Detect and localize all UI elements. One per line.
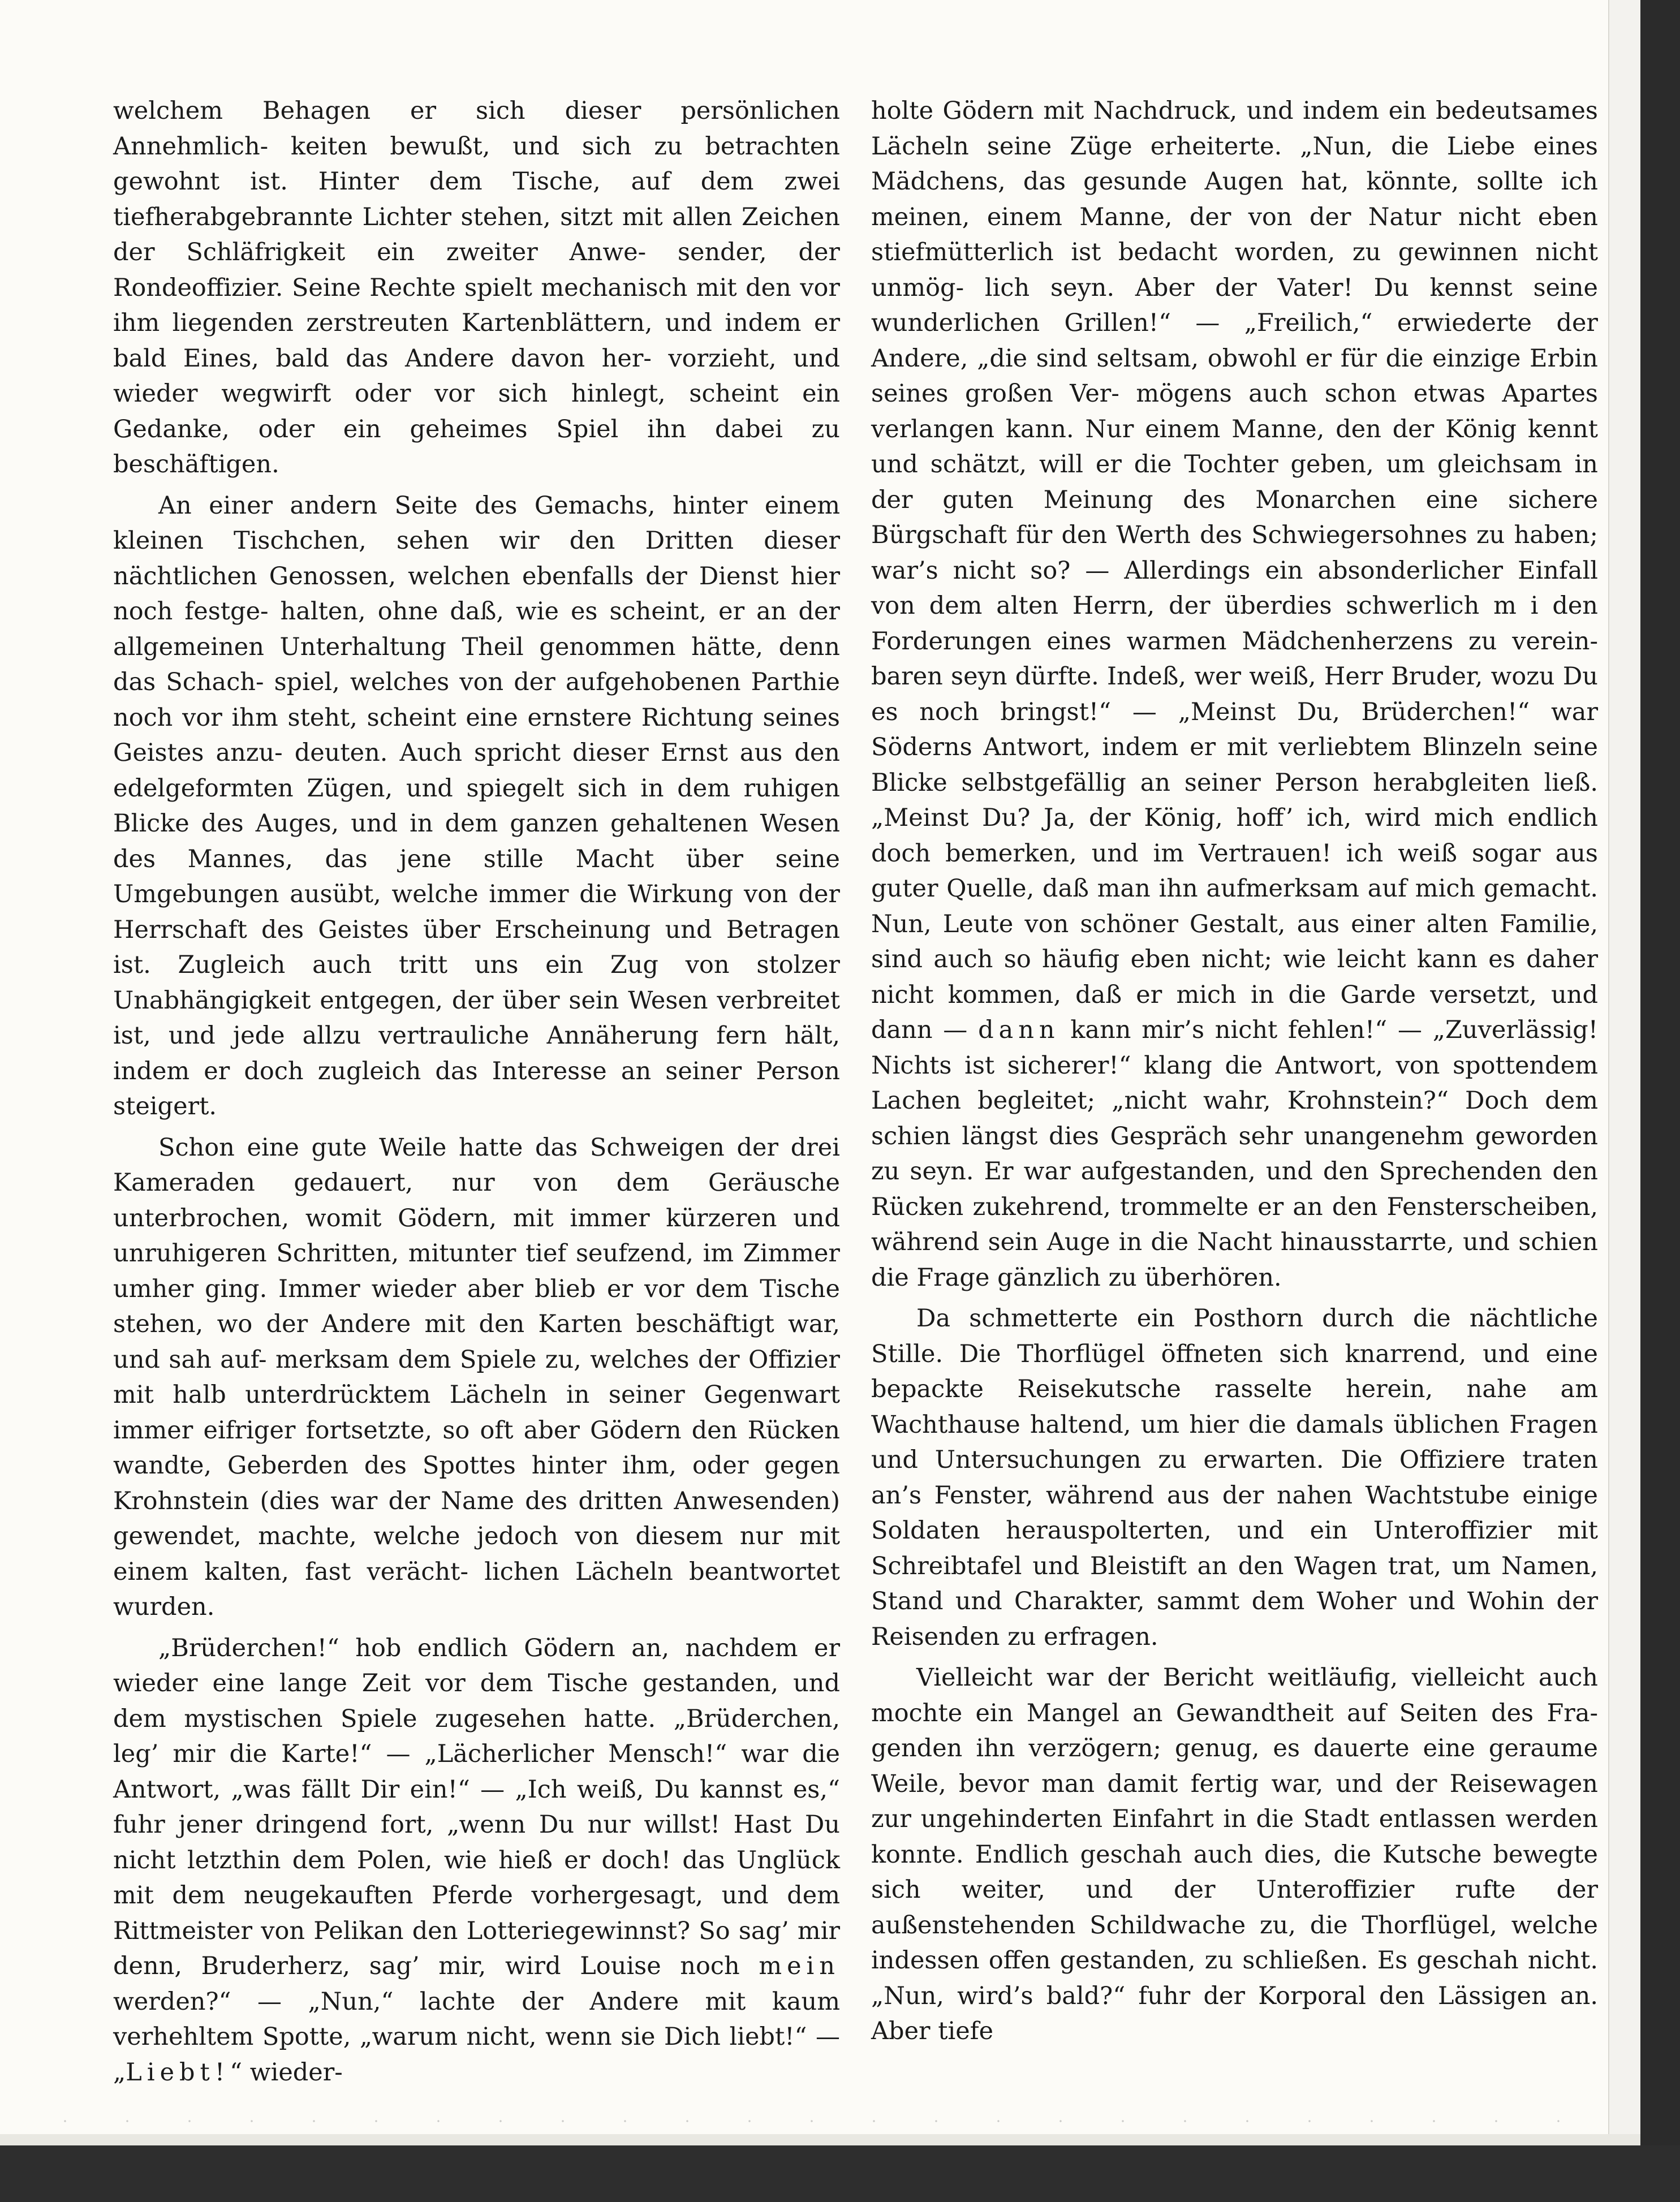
paragraph: Da schmetterte ein Posthorn durch die nächtliche Stille. Die Thorflügel öffneten sich knarrend, und eine bepackte Reisekutsche rasselte herein, nahe am Wachthause haltend, um hier die damals üblichen Fragen und Untersuchungen zu erwarten. Die Offiziere traten an’s Fenster, während aus der nahen Wachtstube einige Soldaten herauspolterten, und ein Unteroffizier mit Schreibtafel und Bleistift an den Wagen trat, um Namen, Stand und Charakter, sammt dem Woher und Wohin der Reisenden zu erfragen. (871, 1304, 1598, 1651)
emphasized-word: dann (978, 1016, 1060, 1044)
right-column (871, 93, 1598, 2055)
scan-border-bottom (0, 2145, 1680, 2202)
text-run: kann mir’s nicht fehlen!“ — „Zuverlässig! Nichts ist sicherer!“ klang die Antwort, von spottendem Lachen begleitet; „nicht wahr, Krohnstein?“ Doch dem schien längst dies Gespräch sehr unangenehm geworden zu seyn. Er war aufgestanden, und den Sprechenden den Rücken zukehrend, trommelte er an den Fensterscheiben, während sein Auge in die Nacht hinausstarrte, und schien die Frage gänzlich zu überhören. (871, 1016, 1598, 1292)
left-column (113, 93, 840, 2096)
emphasized-word: mein (759, 1952, 840, 1980)
paragraph (871, 93, 1598, 1295)
text-run: holte Gödern mit Nachdruck, und indem ein bedeutsames Lächeln seine Züge erheiterte. „Nun, die Liebe eines Mädchens, das gesunde Augen hat, könnte, sollte ich meinen, einem Manne, der von der Natur nicht eben stiefmütterlich ist bedacht worden, zu gewinnen nicht unmög- lich seyn. Aber der Vater! Du kennst seine wunderlichen Grillen!“ — „Freilich,“ erwiederte der Andere, „die sind seltsam, obwohl er für die einzige Erbin seines großen Ver- mögens auch schon etwas Apartes verlangen kann. Nur einem Manne, den der König kennt und schätzt, will er die Tochter geben, um gleichsam in der guten Meinung des Monarchen eine sichere Bürgschaft für den Werth des Schwiegersohnes zu haben; war’s nicht so? — Allerdings ein absonderlicher Einfall von dem alten Herrn, der überdies schwerlich m i den Forderungen eines warmen Mädchenherzens zu verein- baren seyn dürfte. Indeß, wer weiß, Herr Bruder, wozu Du es noch bringst!“ — „Meinst Du, Brüderchen!“ war Söderns Antwort, indem er mit verliebtem Blinzeln seine Blicke selbstgefällig an seiner Person herabgleiten ließ. „Meinst Du? Ja, der König, hoff’ ich, wird mich endlich doch bemerken, und im Vertrauen! ich weiß sogar aus guter Quelle, daß man ihn aufmerksam auf mich gemacht. Nun, Leute von schöner Gestalt, aus einer alten Familie, sind auch so häufig eben nicht; wie leicht kann es daher nicht kommen, daß er mich in die Garde versetzt, und dann — (871, 97, 1598, 1044)
paragraph (113, 1631, 840, 2091)
page-edge-shadow (1608, 0, 1640, 2202)
paragraph: An einer andern Seite des Gemachs, hinter einem kleinen Tischchen, sehen wir den Dritten dieser nächtlichen Genossen, welchen ebenfalls der Dienst hier noch festge- halten, ohne daß, wie es scheint, er an der allgemeinen Unterhaltung Theil genommen hätte, denn das Schach- spiel, welches von der aufgehobenen Parthie noch vor ihm steht, scheint eine ernstere Richtung seines Geistes anzu- deuten. Auch spricht dieser Ernst aus den edelgeformten Zügen, und spiegelt sich in dem ruhigen Blicke des Auges, und in dem ganzen gehaltenen Wesen des Mannes, das jene stille Macht über seine Umgebungen ausübt, welche immer die Wirkung von der Herrschaft des Geistes über Erscheinung und Betragen ist. Zugleich auch tritt uns ein Zug von stolzer Unabhängigkeit entgegen, der über sein Wesen verbreitet ist, und jede allzu vertrauliche Annäherung fern hält, indem er doch zugleich das Interesse an seiner Person steigert. (113, 491, 840, 1121)
paragraph: Schon eine gute Weile hatte das Schweigen der drei Kameraden gedauert, nur von dem Geräusche unterbrochen, womit Gödern, mit immer kürzeren und unruhigeren Schritten, mitunter tief seufzend, im Zimmer umher ging. Immer wieder aber blieb er vor dem Tische stehen, wo der Andere mit den Karten beschäftigt war, und sah auf- merksam dem Spiele zu, welches der Offizier mit halb unterdrücktem Lächeln in seiner Gegenwart immer eifriger fortsetzte, so oft aber Gödern den Rücken wandte, Geberden des Spottes hinter ihm, oder gegen Krohnstein (dies war der Name des dritten Anwesenden) gewendet, machte, welche jedoch von diesem nur mit einem kalten, fast verächt- lichen Lächeln beantwortet wurden. (113, 1133, 840, 1621)
scan-specks (34, 2119, 1618, 2123)
emphasized-word: Liebt! (126, 2058, 230, 2087)
text-run: werden?“ — „Nun,“ lachte der Andere mit kaum verhehltem Spotte, „warum nicht, wenn sie Dich liebt!“ — „ (113, 1987, 840, 2087)
paragraph: welchem Behagen er sich dieser persönlichen Annehmlich- keiten bewußt, und sich zu betrachten gewohnt ist. Hinter dem Tische, auf dem zwei tiefherabgebrannte Lichter stehen, sitzt mit allen Zeichen der Schläfrigkeit ein zweiter Anwe- sender, der Rondeoffizier. Seine Rechte spielt mechanisch mit den vor ihm liegenden zerstreuten Kartenblättern, und indem er bald Eines, bald das Andere davon her- vorzieht, und wieder wegwirft oder vor sich hinlegt, scheint ein Gedanke, oder ein geheimes Spiel ihn dabei zu beschäftigen. (113, 97, 840, 479)
paragraph: Vielleicht war der Bericht weitläufig, vielleicht auch mochte ein Mangel an Gewandtheit auf Seiten des Fra- genden ihn verzögern; genug, es dauerte eine geraume Weile, bevor man damit fertig war, und der Reisewagen zur ungehinderten Einfahrt in die Stadt entlassen werden konnte. Endlich geschah auch dies, die Kutsche bewegte sich weiter, und der Unteroffizier rufte der außenstehenden Schildwache zu, die Thorflügel, welche indessen offen gestanden, zu schließen. Es geschah nicht. „Nun, wird’s bald?“ fuhr der Korporal den Lässigen an. Aber tiefe (871, 1664, 1598, 2045)
text-run: „Brüderchen!“ hob endlich Gödern an, nachdem er wieder eine lange Zeit vor dem Tische gestanden, und dem mystischen Spiele zugesehen hatte. „Brüderchen, leg’ mir die Karte!“ — „Lächerlicher Mensch!“ war die Antwort, „was fällt Dir ein!“ — „Ich weiß, Du kannst es,“ fuhr jener dringend fort, „wenn Du nur willst! Hast Du nicht letzthin dem Polen, wie hieß er doch! das Unglück mit dem neugekauften Pferde vorhergesagt, und dem Rittmeister von Pelikan den Lotteriegewinnst? So sag’ mir denn, Bruderherz, sag’ mir, wird Louise noch (113, 1634, 840, 1980)
page-bottom-edge (0, 2134, 1640, 2145)
text-run: “ wieder- (230, 2058, 343, 2087)
column-gutter (857, 79, 858, 2059)
scan-border-right (1640, 0, 1680, 2202)
